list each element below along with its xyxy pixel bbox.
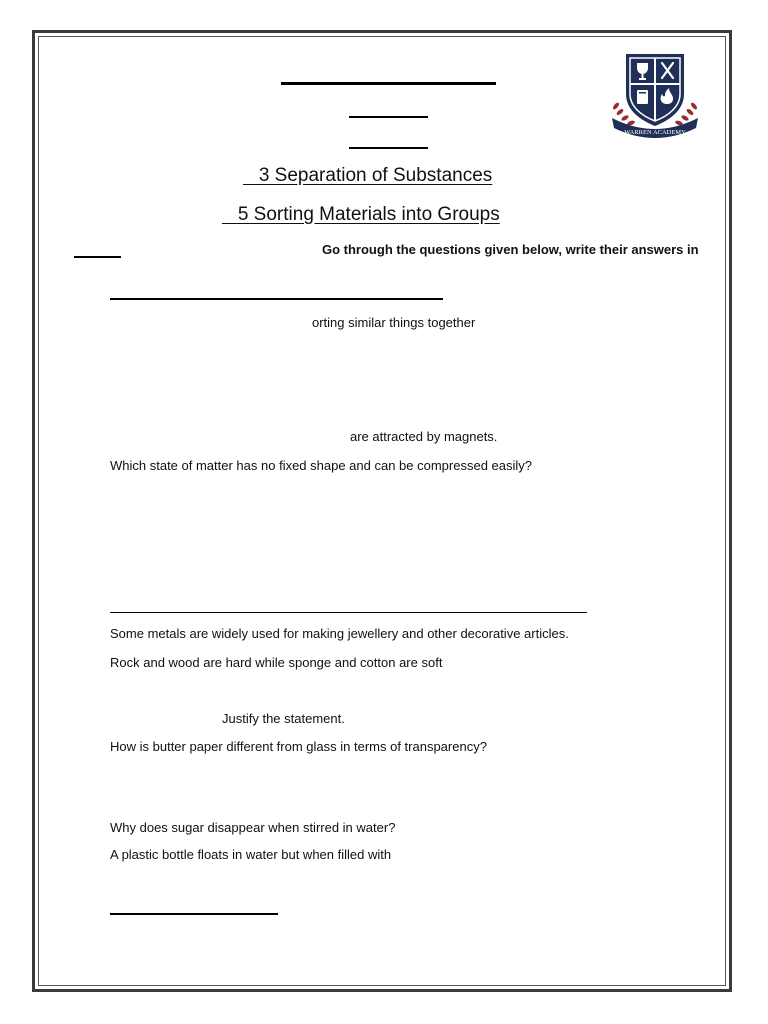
question-text: are attracted by magnets. (350, 429, 498, 444)
chapter-title: 3 Separation of Substances (243, 165, 493, 186)
blank-line-heading (110, 298, 443, 300)
blank-line-top (281, 82, 496, 85)
question-text: How is butter paper different from glass in terms of transparency? (110, 739, 487, 754)
blank-line-section (110, 612, 587, 613)
question-text: Which state of matter has no fixed shape and can be compressed easily? (110, 458, 533, 473)
blank-line-third (349, 147, 428, 149)
question-text: Rock and wood are hard while sponge and cotton are soft (110, 655, 443, 670)
blank-line-instructions (74, 256, 121, 258)
question-text: orting similar things together (312, 315, 476, 330)
school-crest-logo (600, 48, 710, 144)
crest-motto-text: WARREN ACADEMY (624, 129, 686, 136)
instructions-text: Go through the questions given below, write their answers in (322, 242, 699, 257)
question-text: A plastic bottle floats in water but when filled with (110, 847, 392, 862)
question-text: Some metals are widely used for making jewellery and other decorative articles. (110, 626, 569, 641)
question-text: Justify the statement. (222, 711, 345, 726)
book-icon (637, 90, 648, 104)
question-text: Why does sugar disappear when stirred in water? (110, 820, 396, 835)
section-title: 5 Sorting Materials into Groups (222, 204, 500, 225)
blank-line-second (349, 116, 428, 118)
blank-line-bottom (110, 913, 278, 915)
